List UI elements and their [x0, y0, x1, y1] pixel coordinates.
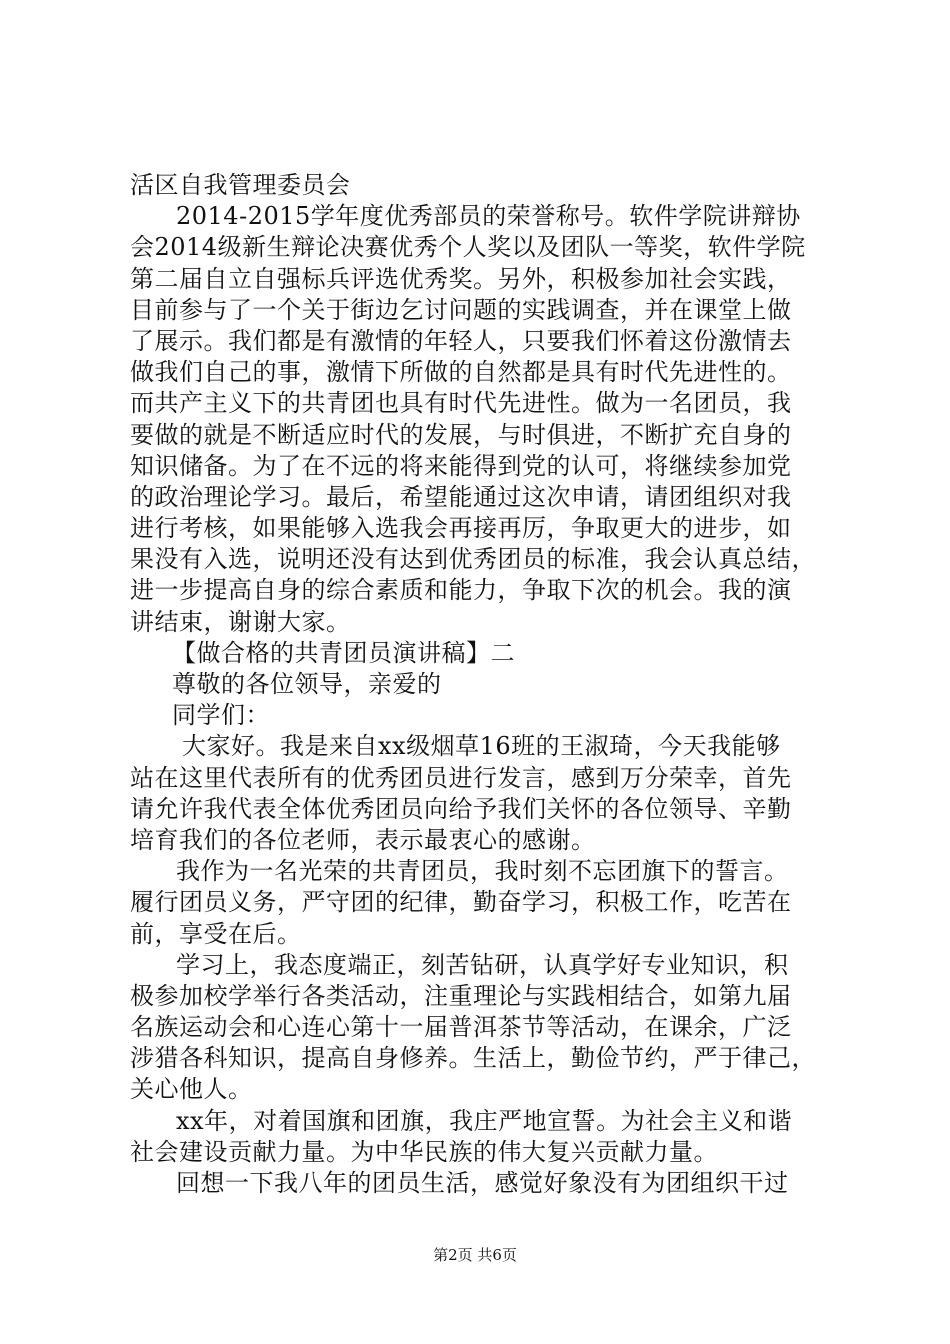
text-line: 履行团员义务，严守团的纪律，勤奋学习，积极工作，吃苦在	[130, 888, 792, 917]
text-line: 站在这里代表所有的优秀团员进行发言，感到万分荣幸，首先	[130, 763, 792, 792]
text-line: 而共产主义下的共青团也具有时代先进性。做为一名团员，我	[130, 389, 792, 418]
document-body	[130, 170, 830, 1199]
text-line: 目前参与了一个关于街边乞讨问题的实践调查，并在课堂上做	[130, 295, 792, 324]
text-line: 极参加校学举行各类活动，注重理论与实践相结合，如第九届	[130, 981, 792, 1010]
text-line: 进行考核，如果能够入选我会再接再厉，争取更大的进步，如	[130, 514, 792, 543]
text-line: 请允许我代表全体优秀团员向给予我们关怀的各位领导、辛勤	[130, 794, 792, 823]
section-heading: 【做合格的共青团员演讲稿】二	[172, 638, 515, 667]
salutation: 同学们：	[172, 701, 270, 730]
text-line: 名族运动会和心连心第十一届普洱茶节等活动，在课余，广泛	[130, 1013, 792, 1042]
text-line: 了展示。我们都是有激情的年轻人，只要我们怀着这份激情去	[130, 326, 792, 355]
text-line: 培育我们的各位老师，表示最衷心的感谢。	[130, 825, 596, 854]
text-line: 的政治理论学习。最后，希望能通过这次申请，请团组织对我	[130, 482, 792, 511]
text-line: 前，享受在后。	[130, 919, 302, 948]
text-line: 涉猎各科知识，提高自身修养。生活上，勤俭节约，严于律己，	[130, 1044, 816, 1073]
text-line: 活区自我管理委员会	[130, 171, 351, 199]
text-line: 关心他人。	[130, 1075, 253, 1104]
text-line: 回想一下我八年的团员生活，感觉好象没有为团组织干过	[176, 1169, 789, 1197]
text-line: 进一步提高自身的综合素质和能力，争取下次的机会。我的演	[130, 576, 792, 605]
text-line: 要做的就是不断适应时代的发展，与时俱进，不断扩充自身的	[130, 420, 792, 449]
text-line: 学习上，我态度端正，刻苦钻研，认真学好专业知识，积	[176, 950, 789, 979]
text-line: 2014-2015学年度优秀部员的荣誉称号。软件学院讲辩协	[176, 202, 801, 231]
text-line: 第二届自立自强标兵评选优秀奖。另外，积极参加社会实践，	[130, 264, 792, 293]
text-line: 社会建设贡献力量。为中华民族的伟大复兴贡献力量。	[130, 1137, 718, 1166]
text-line: 做我们自己的事，激情下所做的自然都是具有时代先进性的。	[130, 358, 792, 387]
page-number-footer: 第2页 共6页	[433, 1246, 517, 1264]
text-line: 大家好。我是来自xx级烟草16班的王淑琦，今天我能够	[182, 732, 781, 761]
text-line: 知识储备。为了在不远的将来能得到党的认可，将继续参加党	[130, 451, 792, 480]
text-line: 会2014级新生辩论决赛优秀个人奖以及团队一等奖，软件学院	[130, 233, 806, 262]
text-line: 我作为一名光荣的共青团员，我时刻不忘团旗下的誓言。	[176, 857, 789, 886]
text-line: 果没有入选，说明还没有达到优秀团员的标准，我会认真总结，	[130, 545, 816, 574]
text-line: 讲结束，谢谢大家。	[130, 607, 351, 636]
text-line: xx年，对着国旗和团旗，我庄严地宣誓。为社会主义和谐	[176, 1106, 793, 1135]
salutation: 尊敬的各位领导，亲爱的	[172, 670, 442, 698]
